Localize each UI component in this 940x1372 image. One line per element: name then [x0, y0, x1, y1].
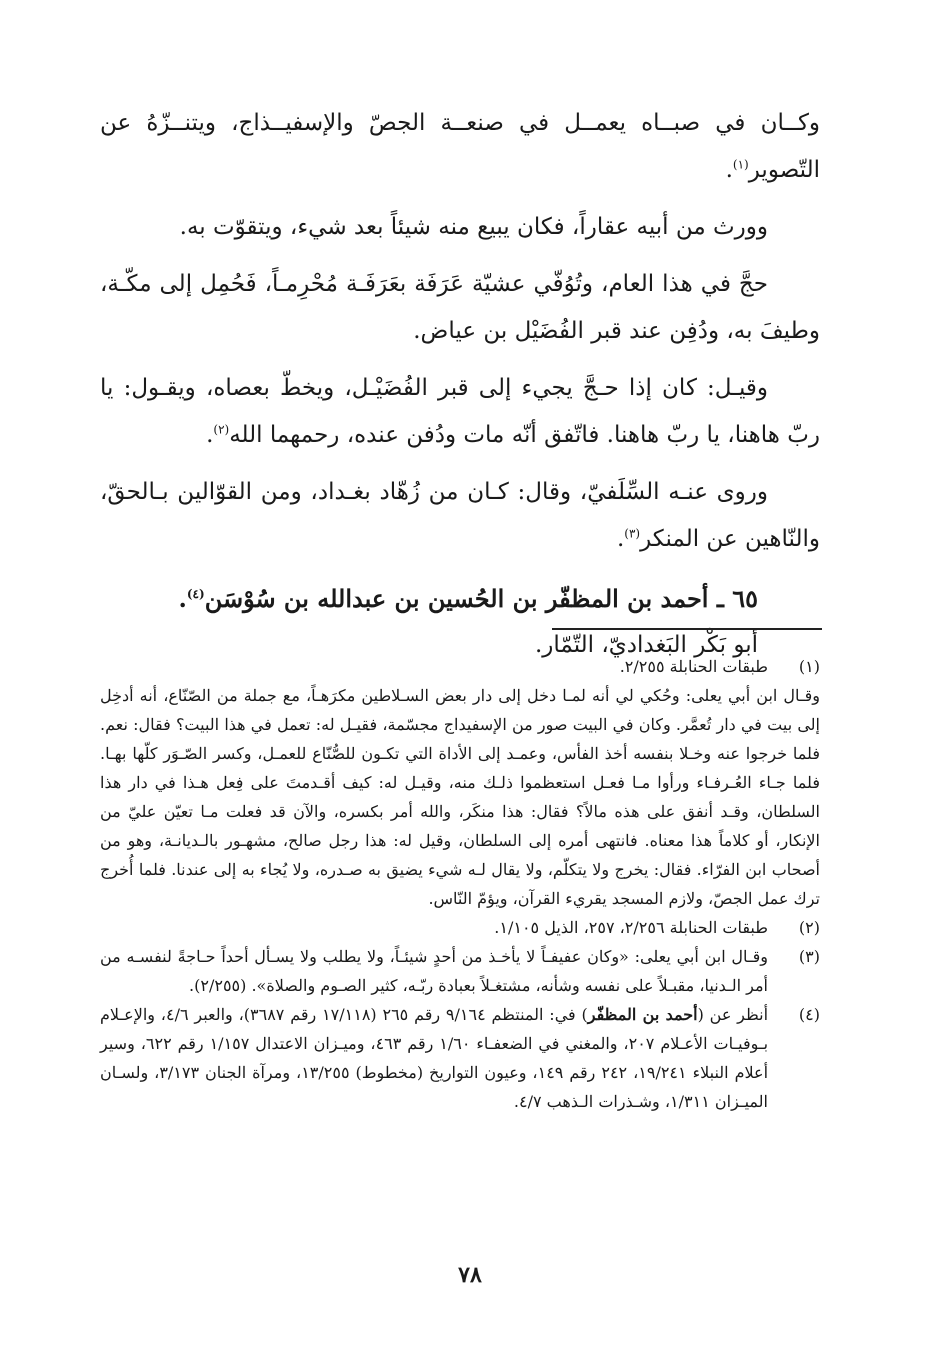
- paragraph-2: وورث من أبيه عقاراً، فكان يبيع منه شيئاً بعد شيء، ويتقوّت به.: [179, 214, 768, 240]
- biography-heading-end: .: [178, 584, 187, 613]
- paragraph-1-end: .: [725, 157, 733, 183]
- paragraph-1: [100, 100, 820, 194]
- paragraph-5-end: .: [616, 526, 625, 552]
- footnote-ref-1: (١): [732, 157, 749, 172]
- biography-subtitle: أبو بَكْر البَغداديّ، التّمّار.: [534, 632, 758, 658]
- biography-heading: [100, 575, 820, 622]
- footnote-separator: [552, 628, 822, 630]
- footnote-1-body: وقـال ابن أبي يعلى: وحُكي لي أنه لمـا دخل إلى دار بعض السـلاطين مكرَهـاً، مع جملة من الصّنّاع، أنه أدخِل إلى بيت في دار تُعمَّر. وكان في البيت صور من الإسفيداج مجسّمة، فقيـل له: تعمل في هذا البيت؟ فقال: نعم. فلما خرجوا عنه وخـلا بنفسه أخذ الفأس، وعمـد إلى الأداة التي تكـون للصُّنّاع للعمـل، وكسر الصّـوَر كلّها بهـا. فلما جـاء العُـرفـاء ورأوا مـا فعـل استعظموا ذلـك منه، وقيـل له: كيف أقـدمتَ على فِعل هـذا في دار هذا السلطان، وقـد أنفق على هذه مالاً؟ فقال: هذا منكَر، والله أمر بكسره، والآن قد فعلت مـا تعيّن عليّ من الإنكار، أو كلاماً هذا معناه. فانتهى أمره إلى السلطان، وقيل له: هذا رجل صالح، مشهـور بالـديانـة، وهو من أصحاب ابن الفرّاء. فقال: يخرج ولا يتكلّم، ولا يقال لـه شيء يضيق به صـدره، ولا يُجاء به إلى عندنا. فلما أُخرج ترك عمل الجصّ، ولازم المسجد يقريء القرآن، ويؤمّ النّاس.: [100, 686, 820, 908]
- footnote-4-lead: أنظر عن (: [697, 1005, 769, 1024]
- footnote-3-body: وقـال ابن أبي يعلى: «وكان عفيفـاً لا يأخـذ من أحدٍ شيئـاً، ولا يطلب ولا يسـأل أحداً حـاجةً لنفسـه من أمر الـدنيا، مقبـلاً على نفسه وشأنه، مشتغـلاً بعبادة ربّـه، كثير الصـوم والصلاة». (٢/٢٥٥).: [100, 947, 768, 995]
- main-text: [100, 100, 820, 669]
- footnote-ref-2: (٢): [213, 422, 230, 437]
- footnote-1-number: (١): [798, 657, 820, 676]
- footnote-2-number: (٢): [798, 918, 820, 937]
- footnote-4-person-name: أحمد بن المظفّر: [587, 1005, 698, 1024]
- footnote-2-body: طبقات الحنابلة ٢/٢٥٦، ٢٥٧، الذيل ١/١٠٥.: [494, 918, 768, 937]
- biography-heading-text: ٦٥ ـ أحمد بن المظفّر بن الحُسين بن عبدالله بن سُوْسَن: [204, 584, 758, 613]
- footnote-3-number: (٣): [798, 947, 820, 966]
- footnote-ref-3: (٣): [624, 526, 641, 541]
- footnote-4: [100, 1000, 820, 1116]
- footnotes: [100, 652, 820, 1116]
- paragraph-5-text: وروى عنـه السِّلَفيّ، وقال: كـان من زُهّاد بغـداد، ومن القوّالين بـالحقّ، والنّاهين عن المنكر: [100, 479, 820, 552]
- footnote-3: [100, 942, 820, 1000]
- footnote-4-number: (٤): [798, 1005, 820, 1024]
- paragraph-5: [100, 469, 820, 563]
- paragraph-3: حجَّ في هذا العام، وتُوُفّي عشيّة عَرَفَة بعَرَفَـة مُحْرِمـاً، فَحُمِل إلى مكّـة، وطيفَ به، ودُفِن عند قبر الفُضَيْل بن عياض.: [100, 271, 820, 344]
- paragraph-4-text: وقيـل: كان إذا حـجَّ يجيء إلى قبر الفُضَيْـل، ويخطّ بعصاه، ويقـول: يا ربّ هاهنا، يا ربّ هاهنا. فاتّفق أنّه مات ودُفن عنده، رحمهما الله: [100, 375, 820, 448]
- footnote-2: [100, 913, 820, 942]
- footnote-1: [100, 652, 820, 681]
- paragraph-4-end: .: [206, 422, 214, 448]
- footnote-ref-4: (٤): [186, 587, 205, 601]
- footnote-4-sources: ) في: المنتظم ٩/١٦٤ رقم ٢٦٥ (١٧/١١٨ رقم ٣٦٨٧)، والعبر ٤/٦، والإعـلام بـوفيـات الأعـلام ٢٠٧، والمغني في الضعفـاء ١/٦٠ رقم ٤٦٣، وميـزان الاعتدال ١/١٥٧ رقم ٦٢٢، وسير أعلام النبلاء ١٩/٢٤١، ٢٤٢ رقم ١٤٩، وعيون التواريخ (مخطوط) ١٣/٢٥٥، ومرآة الجنان ٣/١٧٣، ولسـان الميـزان ١/٣١١، وشـذرات الـذهب ٤/٧.: [100, 1005, 769, 1111]
- footnote-1-first-line: طبقات الحنابلة ٢/٢٥٥.: [619, 657, 768, 676]
- footnote-4-body: [100, 1000, 768, 1116]
- paragraph-4: [100, 365, 820, 459]
- page-number: ٧٨: [458, 1262, 482, 1288]
- paragraph-1-text: وكــان في صبــاه يعمــل في صنعــة الجصّ والإسفيــذاج، ويتنــزّهُ عن التّصوير: [100, 110, 820, 183]
